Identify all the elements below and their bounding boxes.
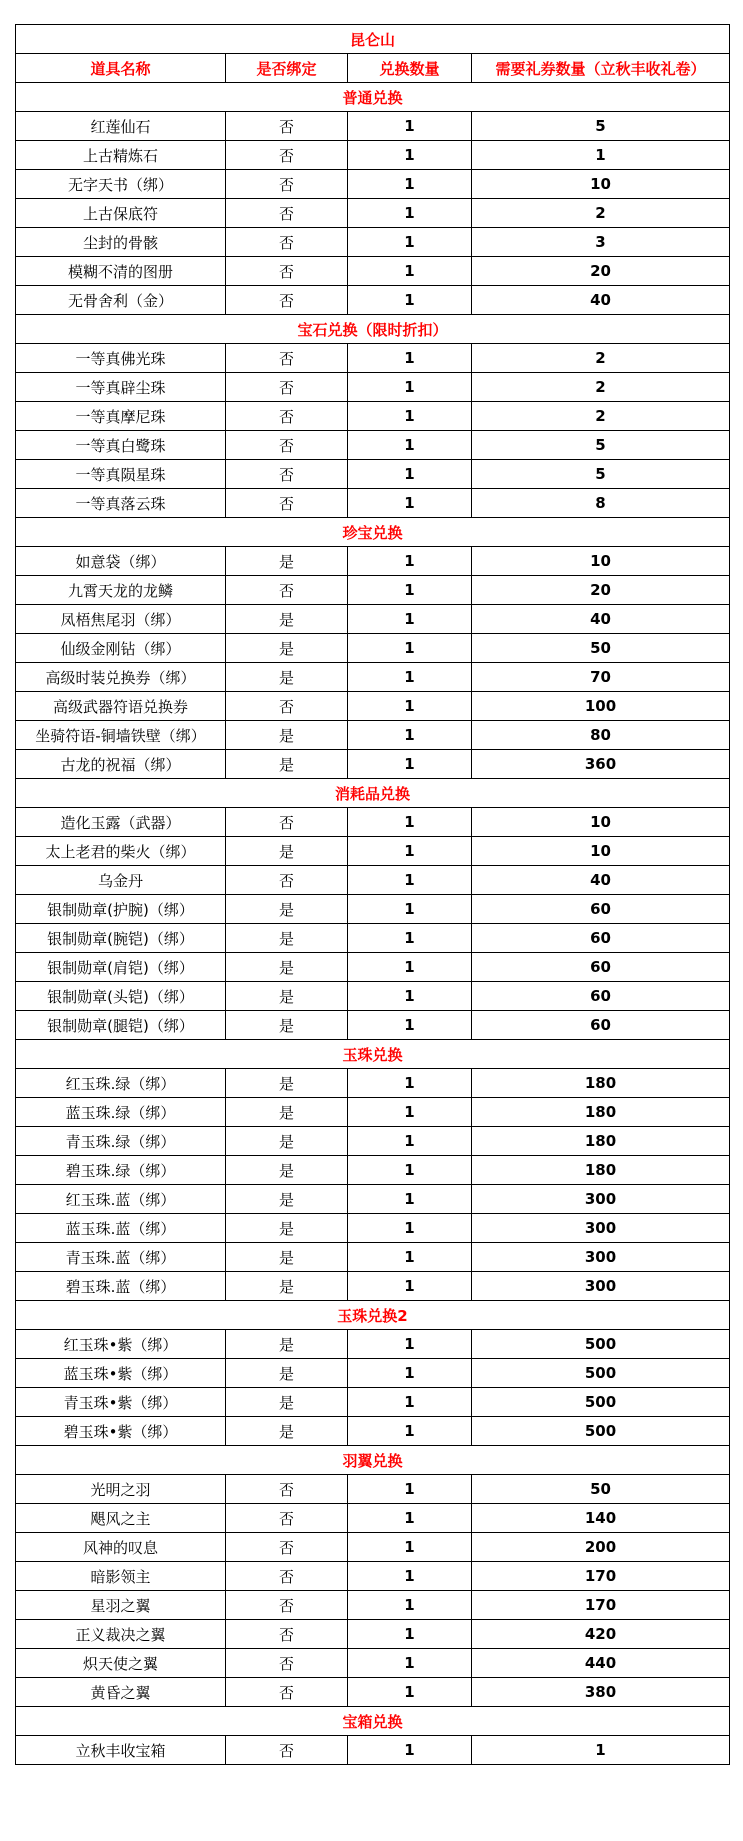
item-name-cell: 仙级金刚钻（绑） bbox=[16, 634, 226, 663]
header-is-bound: 是否绑定 bbox=[226, 54, 348, 83]
cost-cell: 300 bbox=[472, 1185, 730, 1214]
quantity-cell: 1 bbox=[348, 895, 472, 924]
table-row bbox=[16, 576, 730, 605]
header-row bbox=[16, 54, 730, 83]
cost-cell: 440 bbox=[472, 1649, 730, 1678]
quantity-cell: 1 bbox=[348, 663, 472, 692]
item-name-cell: 如意袋（绑） bbox=[16, 547, 226, 576]
quantity-cell: 1 bbox=[348, 1011, 472, 1040]
header-item-name: 道具名称 bbox=[16, 54, 226, 83]
table-row bbox=[16, 1330, 730, 1359]
quantity-cell: 1 bbox=[348, 489, 472, 518]
cost-cell: 3 bbox=[472, 228, 730, 257]
table-row bbox=[16, 1272, 730, 1301]
item-name-cell: 蓝玉珠.蓝（绑） bbox=[16, 1214, 226, 1243]
cost-cell: 380 bbox=[472, 1678, 730, 1707]
table-row bbox=[16, 141, 730, 170]
cost-cell: 50 bbox=[472, 634, 730, 663]
table-row bbox=[16, 808, 730, 837]
cost-cell: 10 bbox=[472, 547, 730, 576]
table-row bbox=[16, 1678, 730, 1707]
quantity-cell: 1 bbox=[348, 576, 472, 605]
section-title: 羽翼兑换 bbox=[16, 1446, 730, 1475]
item-name-cell: 蓝玉珠.绿（绑） bbox=[16, 1098, 226, 1127]
is-bound-cell: 否 bbox=[226, 344, 348, 373]
table-row bbox=[16, 344, 730, 373]
is-bound-cell: 否 bbox=[226, 808, 348, 837]
is-bound-cell: 是 bbox=[226, 1214, 348, 1243]
table-row bbox=[16, 1649, 730, 1678]
is-bound-cell: 否 bbox=[226, 692, 348, 721]
quantity-cell: 1 bbox=[348, 286, 472, 315]
table-row bbox=[16, 1533, 730, 1562]
cost-cell: 60 bbox=[472, 953, 730, 982]
is-bound-cell: 是 bbox=[226, 547, 348, 576]
cost-cell: 5 bbox=[472, 112, 730, 141]
item-name-cell: 青玉珠.蓝（绑） bbox=[16, 1243, 226, 1272]
item-name-cell: 古龙的祝福（绑） bbox=[16, 750, 226, 779]
is-bound-cell: 是 bbox=[226, 953, 348, 982]
item-name-cell: 青玉珠•紫（绑） bbox=[16, 1388, 226, 1417]
quantity-cell: 1 bbox=[348, 1388, 472, 1417]
is-bound-cell: 否 bbox=[226, 1649, 348, 1678]
table-row bbox=[16, 1185, 730, 1214]
table-row bbox=[16, 1069, 730, 1098]
quantity-cell: 1 bbox=[348, 1098, 472, 1127]
cost-cell: 40 bbox=[472, 866, 730, 895]
section-title: 宝箱兑换 bbox=[16, 1707, 730, 1736]
table-row bbox=[16, 982, 730, 1011]
cost-cell: 420 bbox=[472, 1620, 730, 1649]
item-name-cell: 九霄天龙的龙鳞 bbox=[16, 576, 226, 605]
cost-cell: 170 bbox=[472, 1562, 730, 1591]
quantity-cell: 1 bbox=[348, 199, 472, 228]
cost-cell: 70 bbox=[472, 663, 730, 692]
table-row bbox=[16, 1127, 730, 1156]
table-row bbox=[16, 112, 730, 141]
is-bound-cell: 否 bbox=[226, 866, 348, 895]
table-row bbox=[16, 605, 730, 634]
item-name-cell: 坐骑符语-铜墙铁壁（绑） bbox=[16, 721, 226, 750]
table-row bbox=[16, 228, 730, 257]
table-row bbox=[16, 431, 730, 460]
table-row bbox=[16, 634, 730, 663]
quantity-cell: 1 bbox=[348, 460, 472, 489]
quantity-cell: 1 bbox=[348, 1591, 472, 1620]
cost-cell: 8 bbox=[472, 489, 730, 518]
item-name-cell: 模糊不清的图册 bbox=[16, 257, 226, 286]
is-bound-cell: 否 bbox=[226, 1475, 348, 1504]
is-bound-cell: 是 bbox=[226, 1330, 348, 1359]
quantity-cell: 1 bbox=[348, 750, 472, 779]
quantity-cell: 1 bbox=[348, 808, 472, 837]
cost-cell: 180 bbox=[472, 1127, 730, 1156]
item-name-cell: 一等真落云珠 bbox=[16, 489, 226, 518]
table-row bbox=[16, 721, 730, 750]
cost-cell: 170 bbox=[472, 1591, 730, 1620]
is-bound-cell: 是 bbox=[226, 982, 348, 1011]
table-row bbox=[16, 692, 730, 721]
cost-cell: 10 bbox=[472, 170, 730, 199]
table-row bbox=[16, 1214, 730, 1243]
is-bound-cell: 是 bbox=[226, 1359, 348, 1388]
cost-cell: 60 bbox=[472, 1011, 730, 1040]
is-bound-cell: 是 bbox=[226, 634, 348, 663]
cost-cell: 2 bbox=[472, 402, 730, 431]
table-row bbox=[16, 750, 730, 779]
item-name-cell: 高级武器符语兑换券 bbox=[16, 692, 226, 721]
item-name-cell: 飓风之主 bbox=[16, 1504, 226, 1533]
item-name-cell: 一等真摩尼珠 bbox=[16, 402, 226, 431]
table-row bbox=[16, 1504, 730, 1533]
cost-cell: 2 bbox=[472, 373, 730, 402]
is-bound-cell: 是 bbox=[226, 1011, 348, 1040]
item-name-cell: 暗影领主 bbox=[16, 1562, 226, 1591]
is-bound-cell: 否 bbox=[226, 228, 348, 257]
item-name-cell: 上古保底符 bbox=[16, 199, 226, 228]
table-row bbox=[16, 1736, 730, 1765]
table-row bbox=[16, 489, 730, 518]
quantity-cell: 1 bbox=[348, 982, 472, 1011]
item-name-cell: 红莲仙石 bbox=[16, 112, 226, 141]
cost-cell: 10 bbox=[472, 837, 730, 866]
quantity-cell: 1 bbox=[348, 692, 472, 721]
cost-cell: 100 bbox=[472, 692, 730, 721]
quantity-cell: 1 bbox=[348, 1417, 472, 1446]
is-bound-cell: 是 bbox=[226, 721, 348, 750]
quantity-cell: 1 bbox=[348, 1069, 472, 1098]
quantity-cell: 1 bbox=[348, 431, 472, 460]
quantity-cell: 1 bbox=[348, 170, 472, 199]
cost-cell: 300 bbox=[472, 1214, 730, 1243]
cost-cell: 10 bbox=[472, 808, 730, 837]
is-bound-cell: 否 bbox=[226, 431, 348, 460]
item-name-cell: 炽天使之翼 bbox=[16, 1649, 226, 1678]
cost-cell: 20 bbox=[472, 257, 730, 286]
table-row bbox=[16, 1591, 730, 1620]
is-bound-cell: 否 bbox=[226, 257, 348, 286]
table-row bbox=[16, 1359, 730, 1388]
table-row bbox=[16, 199, 730, 228]
item-name-cell: 红玉珠.绿（绑） bbox=[16, 1069, 226, 1098]
cost-cell: 50 bbox=[472, 1475, 730, 1504]
is-bound-cell: 否 bbox=[226, 112, 348, 141]
quantity-cell: 1 bbox=[348, 1533, 472, 1562]
is-bound-cell: 否 bbox=[226, 141, 348, 170]
quantity-cell: 1 bbox=[348, 1156, 472, 1185]
is-bound-cell: 是 bbox=[226, 663, 348, 692]
item-name-cell: 凤梧焦尾羽（绑） bbox=[16, 605, 226, 634]
is-bound-cell: 否 bbox=[226, 1591, 348, 1620]
is-bound-cell: 是 bbox=[226, 1243, 348, 1272]
table-row bbox=[16, 924, 730, 953]
item-name-cell: 星羽之翼 bbox=[16, 1591, 226, 1620]
cost-cell: 5 bbox=[472, 460, 730, 489]
quantity-cell: 1 bbox=[348, 373, 472, 402]
is-bound-cell: 否 bbox=[226, 1736, 348, 1765]
table-row bbox=[16, 1562, 730, 1591]
header-exchange-quantity: 兑换数量 bbox=[348, 54, 472, 83]
cost-cell: 40 bbox=[472, 605, 730, 634]
item-name-cell: 碧玉珠.绿（绑） bbox=[16, 1156, 226, 1185]
title-row bbox=[16, 25, 730, 54]
section-title: 宝石兑换（限时折扣） bbox=[16, 315, 730, 344]
is-bound-cell: 是 bbox=[226, 1417, 348, 1446]
is-bound-cell: 是 bbox=[226, 895, 348, 924]
table-row bbox=[16, 286, 730, 315]
table-row bbox=[16, 1156, 730, 1185]
item-name-cell: 银制勋章(肩铠)（绑） bbox=[16, 953, 226, 982]
cost-cell: 500 bbox=[472, 1388, 730, 1417]
is-bound-cell: 否 bbox=[226, 373, 348, 402]
is-bound-cell: 否 bbox=[226, 1504, 348, 1533]
section-title: 普通兑换 bbox=[16, 83, 730, 112]
item-name-cell: 高级时装兑换券（绑） bbox=[16, 663, 226, 692]
section-title: 消耗品兑换 bbox=[16, 779, 730, 808]
section-row bbox=[16, 1446, 730, 1475]
item-name-cell: 光明之羽 bbox=[16, 1475, 226, 1504]
item-name-cell: 红玉珠.蓝（绑） bbox=[16, 1185, 226, 1214]
cost-cell: 60 bbox=[472, 924, 730, 953]
section-row bbox=[16, 779, 730, 808]
is-bound-cell: 是 bbox=[226, 605, 348, 634]
item-name-cell: 一等真佛光珠 bbox=[16, 344, 226, 373]
item-name-cell: 立秋丰收宝箱 bbox=[16, 1736, 226, 1765]
item-name-cell: 一等真辟尘珠 bbox=[16, 373, 226, 402]
is-bound-cell: 否 bbox=[226, 170, 348, 199]
exchange-table-body bbox=[16, 25, 730, 1765]
exchange-table bbox=[15, 24, 730, 1765]
table-row bbox=[16, 1098, 730, 1127]
quantity-cell: 1 bbox=[348, 402, 472, 431]
section-row bbox=[16, 1301, 730, 1330]
quantity-cell: 1 bbox=[348, 1127, 472, 1156]
is-bound-cell: 否 bbox=[226, 286, 348, 315]
quantity-cell: 1 bbox=[348, 228, 472, 257]
table-row bbox=[16, 170, 730, 199]
quantity-cell: 1 bbox=[348, 1214, 472, 1243]
table-row bbox=[16, 866, 730, 895]
quantity-cell: 1 bbox=[348, 1359, 472, 1388]
is-bound-cell: 否 bbox=[226, 402, 348, 431]
table-row bbox=[16, 402, 730, 431]
cost-cell: 80 bbox=[472, 721, 730, 750]
table-row bbox=[16, 837, 730, 866]
table-row bbox=[16, 1243, 730, 1272]
cost-cell: 180 bbox=[472, 1098, 730, 1127]
table-row bbox=[16, 663, 730, 692]
table-title: 昆仑山 bbox=[16, 25, 730, 54]
quantity-cell: 1 bbox=[348, 112, 472, 141]
is-bound-cell: 是 bbox=[226, 1098, 348, 1127]
quantity-cell: 1 bbox=[348, 1678, 472, 1707]
item-name-cell: 碧玉珠•紫（绑） bbox=[16, 1417, 226, 1446]
quantity-cell: 1 bbox=[348, 837, 472, 866]
cost-cell: 300 bbox=[472, 1243, 730, 1272]
item-name-cell: 蓝玉珠•紫（绑） bbox=[16, 1359, 226, 1388]
is-bound-cell: 否 bbox=[226, 460, 348, 489]
quantity-cell: 1 bbox=[348, 1562, 472, 1591]
quantity-cell: 1 bbox=[348, 866, 472, 895]
item-name-cell: 银制勋章(腿铠)（绑） bbox=[16, 1011, 226, 1040]
is-bound-cell: 是 bbox=[226, 1069, 348, 1098]
table-row bbox=[16, 1011, 730, 1040]
quantity-cell: 1 bbox=[348, 257, 472, 286]
item-name-cell: 乌金丹 bbox=[16, 866, 226, 895]
item-name-cell: 一等真白鹭珠 bbox=[16, 431, 226, 460]
table-row bbox=[16, 1475, 730, 1504]
item-name-cell: 红玉珠•紫（绑） bbox=[16, 1330, 226, 1359]
table-row bbox=[16, 460, 730, 489]
cost-cell: 1 bbox=[472, 1736, 730, 1765]
table-row bbox=[16, 547, 730, 576]
cost-cell: 300 bbox=[472, 1272, 730, 1301]
quantity-cell: 1 bbox=[348, 1330, 472, 1359]
is-bound-cell: 否 bbox=[226, 1533, 348, 1562]
is-bound-cell: 否 bbox=[226, 1620, 348, 1649]
item-name-cell: 一等真陨星珠 bbox=[16, 460, 226, 489]
quantity-cell: 1 bbox=[348, 1243, 472, 1272]
cost-cell: 500 bbox=[472, 1417, 730, 1446]
is-bound-cell: 否 bbox=[226, 1562, 348, 1591]
cost-cell: 500 bbox=[472, 1359, 730, 1388]
is-bound-cell: 否 bbox=[226, 199, 348, 228]
section-row bbox=[16, 518, 730, 547]
item-name-cell: 风神的叹息 bbox=[16, 1533, 226, 1562]
cost-cell: 5 bbox=[472, 431, 730, 460]
is-bound-cell: 是 bbox=[226, 1388, 348, 1417]
quantity-cell: 1 bbox=[348, 1649, 472, 1678]
section-row bbox=[16, 315, 730, 344]
is-bound-cell: 是 bbox=[226, 1127, 348, 1156]
item-name-cell: 青玉珠.绿（绑） bbox=[16, 1127, 226, 1156]
table-row bbox=[16, 895, 730, 924]
is-bound-cell: 是 bbox=[226, 1185, 348, 1214]
item-name-cell: 银制勋章(腕铠)（绑） bbox=[16, 924, 226, 953]
quantity-cell: 1 bbox=[348, 605, 472, 634]
section-title: 玉珠兑换 bbox=[16, 1040, 730, 1069]
item-name-cell: 太上老君的柴火（绑） bbox=[16, 837, 226, 866]
item-name-cell: 上古精炼石 bbox=[16, 141, 226, 170]
is-bound-cell: 是 bbox=[226, 837, 348, 866]
section-title: 玉珠兑换2 bbox=[16, 1301, 730, 1330]
section-title: 珍宝兑换 bbox=[16, 518, 730, 547]
header-voucher-cost: 需要礼券数量（立秋丰收礼卷） bbox=[472, 54, 730, 83]
is-bound-cell: 否 bbox=[226, 1678, 348, 1707]
table-row bbox=[16, 257, 730, 286]
is-bound-cell: 否 bbox=[226, 576, 348, 605]
table-row bbox=[16, 953, 730, 982]
quantity-cell: 1 bbox=[348, 1475, 472, 1504]
section-row bbox=[16, 1707, 730, 1736]
quantity-cell: 1 bbox=[348, 1620, 472, 1649]
cost-cell: 360 bbox=[472, 750, 730, 779]
cost-cell: 140 bbox=[472, 1504, 730, 1533]
quantity-cell: 1 bbox=[348, 344, 472, 373]
cost-cell: 180 bbox=[472, 1156, 730, 1185]
item-name-cell: 银制勋章(头铠)（绑） bbox=[16, 982, 226, 1011]
is-bound-cell: 否 bbox=[226, 489, 348, 518]
cost-cell: 60 bbox=[472, 982, 730, 1011]
quantity-cell: 1 bbox=[348, 1736, 472, 1765]
item-name-cell: 造化玉露（武器） bbox=[16, 808, 226, 837]
is-bound-cell: 是 bbox=[226, 1156, 348, 1185]
cost-cell: 2 bbox=[472, 344, 730, 373]
quantity-cell: 1 bbox=[348, 634, 472, 663]
is-bound-cell: 是 bbox=[226, 924, 348, 953]
table-row bbox=[16, 1620, 730, 1649]
is-bound-cell: 是 bbox=[226, 1272, 348, 1301]
cost-cell: 200 bbox=[472, 1533, 730, 1562]
cost-cell: 500 bbox=[472, 1330, 730, 1359]
quantity-cell: 1 bbox=[348, 1504, 472, 1533]
quantity-cell: 1 bbox=[348, 547, 472, 576]
section-row bbox=[16, 1040, 730, 1069]
cost-cell: 180 bbox=[472, 1069, 730, 1098]
quantity-cell: 1 bbox=[348, 953, 472, 982]
item-name-cell: 无字天书（绑） bbox=[16, 170, 226, 199]
cost-cell: 40 bbox=[472, 286, 730, 315]
cost-cell: 20 bbox=[472, 576, 730, 605]
table-row bbox=[16, 1417, 730, 1446]
cost-cell: 60 bbox=[472, 895, 730, 924]
item-name-cell: 无骨舍利（金） bbox=[16, 286, 226, 315]
table-row bbox=[16, 373, 730, 402]
quantity-cell: 1 bbox=[348, 141, 472, 170]
item-name-cell: 正义裁决之翼 bbox=[16, 1620, 226, 1649]
item-name-cell: 碧玉珠.蓝（绑） bbox=[16, 1272, 226, 1301]
item-name-cell: 黄昏之翼 bbox=[16, 1678, 226, 1707]
quantity-cell: 1 bbox=[348, 721, 472, 750]
quantity-cell: 1 bbox=[348, 1272, 472, 1301]
quantity-cell: 1 bbox=[348, 1185, 472, 1214]
item-name-cell: 银制勋章(护腕)（绑） bbox=[16, 895, 226, 924]
quantity-cell: 1 bbox=[348, 924, 472, 953]
item-name-cell: 尘封的骨骸 bbox=[16, 228, 226, 257]
section-row bbox=[16, 83, 730, 112]
table-row bbox=[16, 1388, 730, 1417]
cost-cell: 2 bbox=[472, 199, 730, 228]
cost-cell: 1 bbox=[472, 141, 730, 170]
is-bound-cell: 是 bbox=[226, 750, 348, 779]
